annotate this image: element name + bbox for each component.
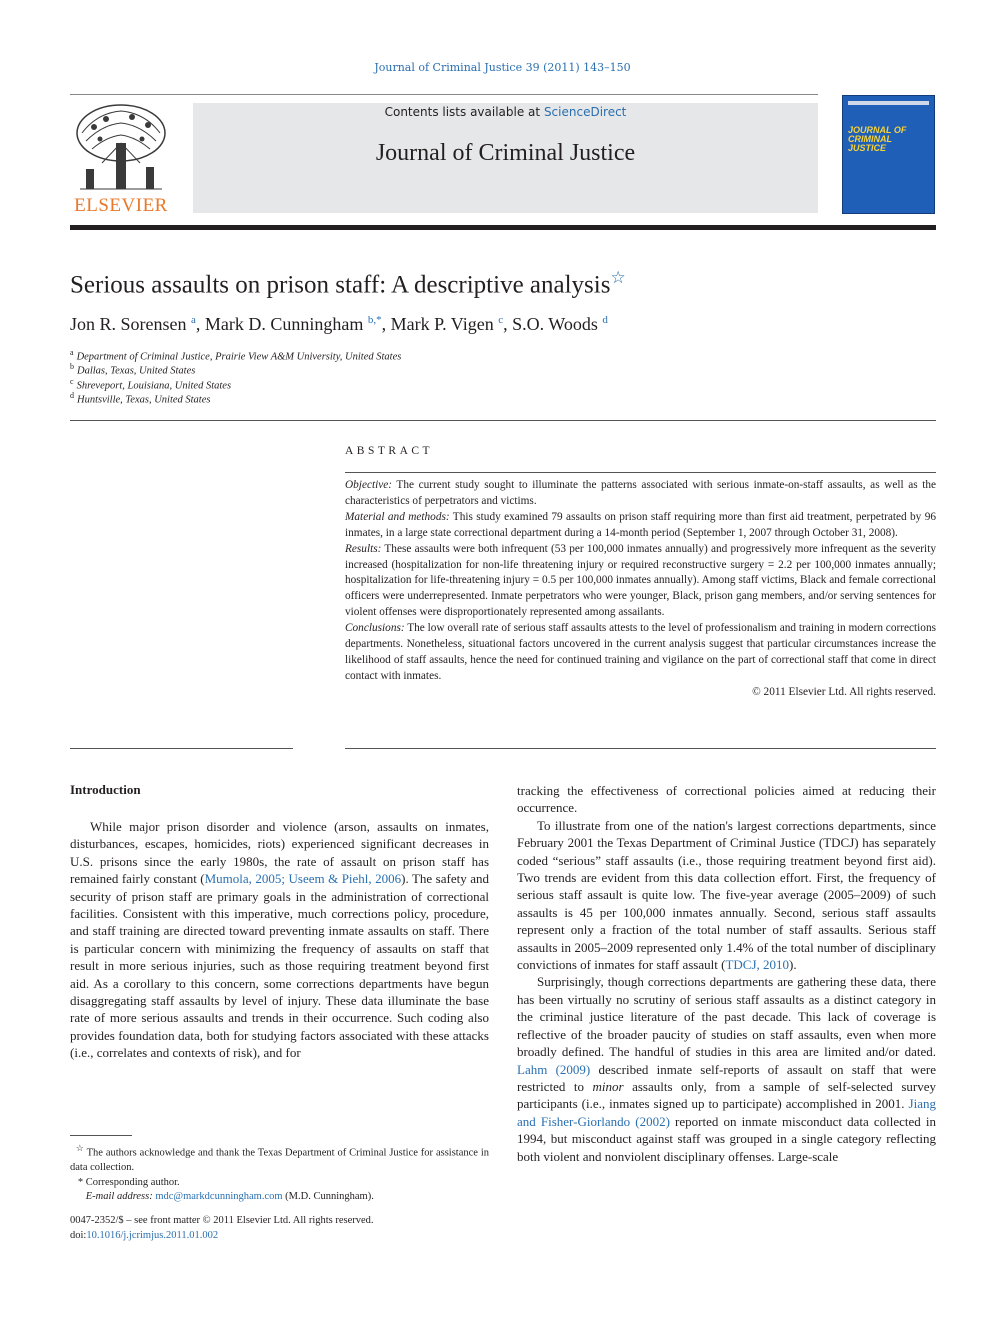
author-name: S.O. Woods — [512, 314, 598, 334]
author-affil-mark[interactable]: a — [191, 314, 196, 326]
body-right-column — [517, 782, 936, 1165]
body-text: While major prison disorder and violence (arson, assaults on inmates, disturbances, escapes, homicides, riots) experienced significant decreases in U.S. prisons since the early 1980s, the rate of assault on prison staff has remained fairly constant ( — [70, 819, 489, 887]
journal-citation-link[interactable]: Journal of Criminal Justice 39 (2011) 143–150 — [374, 61, 631, 74]
affiliation-text: Department of Criminal Justice, Prairie View A&M University, United States — [76, 351, 402, 363]
email-label: E-mail address: — [85, 1191, 153, 1202]
title-footnote-mark[interactable]: ☆ — [610, 268, 626, 287]
elsevier-logo — [70, 103, 172, 215]
footnote-mark: ☆ — [75, 1143, 84, 1153]
section-heading-introduction: Introduction — [70, 782, 141, 797]
author-separator: , — [503, 314, 513, 334]
doi-label: doi: — [70, 1230, 87, 1241]
author-affil-mark[interactable]: c — [498, 314, 504, 326]
contents-availability — [193, 105, 818, 119]
affiliation — [70, 391, 210, 406]
abstract-text: The low overall rate of serious staff assaults attests to the level of professionalism and training in modern corrections departments. Nonetheless, situational factors uncovered in the current analysis suggest that particular circumstances increase the likelihood of staff assaults, hence the need for continued training and vigilance on the part of correctional staff that come in direct contact with inmates. — [345, 622, 936, 682]
affiliation — [70, 362, 195, 377]
doi-link[interactable]: 10.1016/j.jcrimjus.2011.01.002 — [86, 1230, 219, 1241]
affiliation-rule — [70, 420, 936, 421]
abstract-section — [345, 510, 936, 542]
affiliation-mark: d — [70, 391, 74, 400]
affiliation-text: Shreveport, Louisiana, United States — [76, 380, 232, 392]
footnote-mark: * — [77, 1176, 84, 1188]
email-link[interactable]: mdc@markdcunningham.com — [155, 1191, 283, 1202]
body-text: ). — [789, 957, 797, 973]
body-text: Surprisingly, though corrections departments are gathering these data, there has been virtually no scrutiny of serious staff assaults as a distinct category in the criminal justice literature of the past decade. This lack of coverage is reflective of the broader paucity of studies on staff assaults, even when more broadly defined. The handful of studies in this area are limited and/or dated. — [517, 974, 936, 1060]
body-paragraph: tracking the effectiveness of correctional policies aimed at reducing their occurrence. — [517, 783, 936, 816]
body-left-column — [70, 818, 489, 1062]
abstract-label: Material and methods: — [345, 510, 450, 523]
reference-link[interactable]: Mumola, 2005; Useem & Piehl, 2006 — [204, 871, 402, 887]
abstract-label: Objective: — [345, 479, 393, 491]
body-text: reported on inmate misconduct data collected in 1994, but misconduct against staff was grouped in a single category reflecting both violent and nonviolent disciplinary offenses. Large-scale — [517, 1113, 936, 1164]
affiliation-text: Huntsville, Texas, United States — [77, 394, 211, 406]
affiliation-mark: b — [70, 362, 74, 371]
issn-line: 0047-2352/$ – see front matter © 2011 Elsevier Ltd. All rights reserved. — [70, 1215, 374, 1226]
affiliation — [70, 377, 231, 392]
abstract-section — [345, 621, 936, 685]
abstract-section — [345, 542, 936, 622]
elsevier-wordmark: ELSEVIER — [74, 195, 168, 216]
header-rule — [70, 94, 818, 95]
doi-line — [70, 1228, 489, 1243]
body-text: described inmate self-reports of assault on staff that were restricted to — [517, 1061, 936, 1094]
left-column-rule — [70, 748, 293, 749]
journal-title: Journal of Criminal Justice — [375, 140, 636, 166]
sciencedirect-link[interactable]: ScienceDirect — [543, 105, 627, 119]
author-separator: , — [381, 314, 391, 334]
abstract-text: This study examined 79 assaults on prison staff requiring more than first aid treatment, perpetrated by 96 inmates, in a large state correctional department during a 14-month period (September 1, 2007 through October 31, 2008). — [345, 510, 937, 539]
body-paragraph — [517, 973, 936, 1164]
footnote-rule — [70, 1135, 132, 1136]
abstract-text: These assaults were both infrequent (53 per 100,000 inmates annually) and progressively more infrequent as the severity increased (hospitalization for non-life threatening injury or required reconstructive surgery = 2.2 per 100,000 inmates annually; hospitalization for life-threatening injury = 0.5 per 100,000 inmates annually). Among staff victims, Black and female correctional officers were underrepresented. Inmate perpetrators who were younger, Black, prison gang members, and/or serving sentences for violent offenses were disproportionately represented among assailants. — [345, 542, 936, 619]
abstract-copyright: © 2011 Elsevier Ltd. All rights reserved. — [752, 685, 936, 698]
contents-prefix: Contents lists available at — [384, 105, 544, 119]
header-thick-rule — [70, 225, 936, 230]
affiliation-mark: a — [70, 348, 74, 357]
author-name: Jon R. Sorensen — [70, 314, 187, 334]
affiliation — [70, 348, 401, 363]
author-affil-mark[interactable]: b,* — [367, 314, 382, 326]
cover-strip — [848, 101, 929, 105]
body-text: ). The safety and security of prison staff are primary goals in the administration of correctional facilities. Consistent with this imperative, much corrections policy, procedure, and staff training are directed toward preventing inmate assaults on staff. There is particular concern with minimizing the frequency of assaults on staff that result in more serious injuries, such as those requiring treatment beyond first aid. As a corollary to this concern, some corrections departments have begun disaggregating staff assaults by level of injury. These data illuminate the base rate of more serious assaults and trends in their occurrence. Such coding also provides foundation data, both for studying factors associated with these attacks (i.e., correlates and contexts of risk), and for — [70, 871, 489, 1061]
abstract-section — [345, 478, 936, 510]
body-text-emphasis: minor — [592, 1078, 624, 1094]
abstract-body — [345, 478, 936, 701]
affiliation-mark: c — [70, 377, 74, 386]
reference-link[interactable]: Jiang and Fisher-Giorlando (2002) — [517, 1096, 936, 1129]
footnote-email — [70, 1190, 489, 1205]
body-text: To illustrate from one of the nation's largest corrections departments, since February 2001 the Texas Department of Criminal Justice (TDCJ) has separately coded “serious” staff assaults (i.e., those requiring treatment beyond first aid). Two trends are evident from this data collection effort. First, the frequency of serious staff assault is quite low. The five-year average (2005–2009) of such assaults is 45 per 100,000 inmates annually. Second, serious staff assaults represent only a fraction of the total number of staff assaults. Serious staff assaults in 2005–2009 represented only 1.4% of the total number of disciplinary convictions of inmates for staff assault ( — [517, 817, 936, 973]
page-footer — [70, 1213, 489, 1243]
affiliation-text: Dallas, Texas, United States — [77, 365, 196, 377]
article-title-text: Serious assaults on prison staff: A descriptive analysis — [70, 271, 611, 299]
body-paragraph — [70, 818, 489, 1062]
reference-link[interactable]: TDCJ, 2010 — [725, 957, 789, 973]
author-list — [70, 314, 936, 335]
abstract-rule — [345, 472, 936, 473]
journal-cover-thumbnail[interactable] — [842, 95, 935, 214]
cover-title: JOURNAL OF CRIMINAL JUSTICE — [848, 125, 907, 153]
author-affil-mark[interactable]: d — [602, 314, 608, 326]
email-owner: (M.D. Cunningham). — [282, 1191, 374, 1202]
elsevier-tree-icon — [72, 103, 170, 193]
abstract-end-rule — [345, 748, 936, 749]
footnote-text: Corresponding author. — [83, 1176, 180, 1188]
reference-link[interactable]: Lahm (2009) — [517, 1061, 591, 1077]
abstract-label: Results: — [345, 542, 382, 555]
author-name: Mark D. Cunningham — [204, 314, 364, 334]
article-title — [70, 268, 936, 299]
body-text: assaults only, from a sample of self-selected survey participants (i.e., inmates signed up to participate) accomplished in 2001. — [517, 1078, 936, 1112]
journal-citation[interactable] — [0, 61, 992, 74]
footnotes — [70, 1141, 489, 1205]
author-name: Mark P. Vigen — [390, 314, 494, 334]
body-paragraph — [517, 817, 936, 974]
abstract-heading: ABSTRACT — [345, 445, 434, 457]
author-separator: , — [195, 314, 205, 334]
abstract-label: Conclusions: — [345, 622, 405, 635]
footnote-acknowledgement — [70, 1141, 489, 1176]
footnote-text: The authors acknowledge and thank the Texas Department of Criminal Justice for assistance in data collection. — [70, 1147, 489, 1173]
footnote-corresponding — [70, 1176, 489, 1191]
abstract-text: The current study sought to illuminate the patterns associated with serious inmate-on-staff assaults, as well as the characteristics of perpetrators and victims. — [345, 479, 936, 507]
